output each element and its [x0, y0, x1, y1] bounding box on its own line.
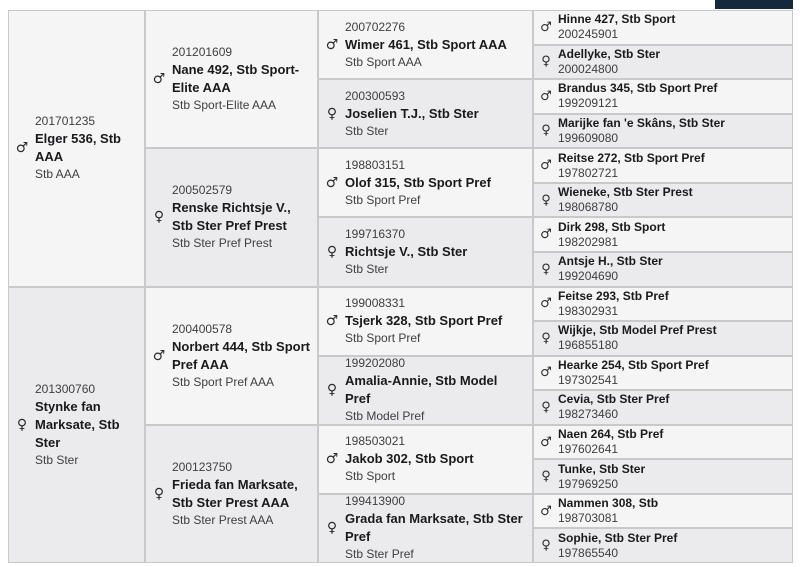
pedigree-cell[interactable] — [534, 11, 792, 44]
female-icon: ♀ — [326, 243, 338, 260]
pedigree-cell[interactable] — [319, 149, 532, 216]
horse-name: Norbert 444, Stb Sport Pref AAA — [172, 338, 310, 372]
female-icon: ♀ — [541, 538, 551, 554]
predicate: Stb AAA — [35, 167, 80, 182]
predicate: Stb Sport Pref AAA — [172, 374, 275, 389]
registration-number: 199413900 — [345, 494, 406, 509]
horse-info — [558, 392, 792, 422]
predicate: Stb Sport-Elite AAA — [172, 98, 277, 113]
female-icon: ♀ — [541, 330, 551, 346]
registration-number: 196855180 — [558, 338, 619, 353]
horse-name: Elger 536, Stb AAA — [35, 131, 121, 165]
horse-info — [172, 44, 317, 114]
registration-number: 200400578 — [172, 321, 233, 336]
pedigree-cell[interactable] — [534, 529, 792, 562]
registration-number: 199008331 — [345, 296, 406, 311]
registration-number: 200702276 — [345, 19, 406, 34]
horse-name: Wimer 461, Stb Sport AAA — [345, 36, 507, 52]
horse-name: Naen 264, Stb Pref — [558, 427, 664, 442]
horse-name: Amalia-Annie, Stb Model Pref — [345, 373, 498, 407]
female-icon: ♀ — [16, 416, 28, 433]
pedigree-cell[interactable] — [534, 184, 792, 217]
horse-name: Wieneke, Stb Ster Prest — [558, 185, 693, 200]
predicate: Stb Ster — [345, 261, 389, 276]
horse-info — [558, 12, 792, 42]
pedigree-table — [8, 10, 793, 563]
male-icon: ♂ — [152, 347, 166, 364]
predicate: Stb Model Pref — [345, 409, 425, 424]
registration-number: 198503021 — [345, 434, 406, 449]
horse-name: Hearke 254, Stb Sport Pref — [558, 357, 709, 372]
pedigree-cell[interactable] — [534, 460, 792, 493]
female-icon: ♀ — [541, 399, 551, 415]
horse-info — [345, 226, 532, 278]
pedigree-cell[interactable] — [319, 288, 532, 355]
horse-info — [558, 81, 792, 111]
registration-number: 198273460 — [558, 407, 619, 422]
pedigree-cell[interactable] — [534, 357, 792, 390]
horse-info — [558, 427, 792, 457]
female-icon: ♀ — [153, 485, 165, 502]
horse-info — [558, 496, 792, 526]
registration-number: 201201609 — [172, 45, 233, 60]
male-icon: ♂ — [325, 36, 339, 53]
horse-info — [558, 289, 792, 319]
male-icon: ♂ — [540, 19, 552, 35]
male-icon: ♂ — [325, 313, 339, 330]
registration-number: 197802721 — [558, 165, 619, 180]
predicate: Stb Ster Pref Prest — [172, 236, 273, 251]
registration-number: 197969250 — [558, 476, 619, 491]
horse-name: Grada fan Marksate, Stb Ster Pref — [345, 511, 523, 545]
registration-number: 200245901 — [558, 27, 619, 42]
registration-number: 198803151 — [345, 157, 406, 172]
registration-number: 199202080 — [345, 356, 406, 371]
horse-name: Frieda fan Marksate, Stb Ster Prest AAA — [172, 476, 298, 510]
horse-name: Olof 315, Stb Sport Pref — [345, 174, 491, 190]
female-icon: ♀ — [326, 105, 338, 122]
male-icon: ♂ — [540, 365, 552, 381]
horse-info — [345, 295, 532, 347]
horse-info — [172, 459, 317, 529]
pedigree-cell[interactable] — [146, 149, 317, 285]
horse-name: Wijkje, Stb Model Pref Prest — [558, 323, 717, 338]
horse-info — [345, 357, 532, 424]
male-icon: ♂ — [540, 503, 552, 519]
horse-name: Feitse 293, Stb Pref — [558, 288, 669, 303]
pedigree-cell[interactable] — [146, 426, 317, 562]
pedigree-cell[interactable] — [534, 149, 792, 182]
horse-info — [558, 531, 792, 561]
registration-number: 199209121 — [558, 96, 619, 111]
horse-info — [345, 433, 532, 485]
female-icon: ♀ — [541, 123, 551, 139]
horse-name: Sophie, Stb Ster Pref — [558, 530, 678, 545]
pedigree-cell[interactable] — [534, 495, 792, 528]
horse-name: Tsjerk 328, Stb Sport Pref — [345, 313, 503, 329]
horse-name: Richtsje V., Stb Ster — [345, 243, 468, 259]
horse-name: Nammen 308, Stb — [558, 496, 659, 511]
horse-info — [558, 151, 792, 181]
pedigree-cell[interactable] — [534, 46, 792, 79]
partial-button-top-right[interactable] — [715, 0, 793, 9]
registration-number: 197865540 — [558, 545, 619, 560]
registration-number: 198302931 — [558, 303, 619, 318]
registration-number: 197602641 — [558, 442, 619, 457]
horse-info — [558, 462, 792, 492]
registration-number: 201300760 — [35, 381, 96, 396]
female-icon: ♀ — [541, 261, 551, 277]
registration-number: 200300593 — [345, 88, 406, 103]
horse-name: Hinne 427, Stb Sport — [558, 12, 676, 27]
female-icon: ♀ — [541, 469, 551, 485]
pedigree-cell-dam[interactable] — [9, 288, 144, 563]
male-icon: ♂ — [540, 227, 552, 243]
pedigree-cell[interactable] — [319, 11, 532, 78]
horse-name: Tunke, Stb Ster — [558, 461, 646, 476]
horse-info — [558, 47, 792, 77]
pedigree-cell[interactable] — [319, 80, 532, 147]
horse-name: Jakob 302, Stb Sport — [345, 451, 474, 467]
male-icon: ♂ — [15, 140, 29, 157]
horse-info — [558, 358, 792, 388]
registration-number: 199716370 — [345, 226, 406, 241]
female-icon: ♀ — [541, 192, 551, 208]
horse-info — [558, 116, 792, 146]
predicate: Stb Ster Prest AAA — [172, 512, 274, 527]
male-icon: ♂ — [540, 158, 552, 174]
horse-info — [345, 495, 532, 562]
horse-info — [345, 88, 532, 140]
pedigree-cell[interactable] — [534, 218, 792, 251]
pedigree-cell[interactable] — [534, 426, 792, 459]
pedigree-cell[interactable] — [534, 288, 792, 321]
horse-info — [558, 254, 792, 284]
horse-name: Reitse 272, Stb Sport Pref — [558, 150, 705, 165]
male-icon: ♂ — [325, 174, 339, 191]
registration-number: 198068780 — [558, 200, 619, 215]
registration-number: 198703081 — [558, 511, 619, 526]
male-icon: ♂ — [540, 296, 552, 312]
horse-name: Stynke fan Marksate, Stb Ster — [35, 398, 120, 450]
horse-name: Joselien T.J., Stb Ster — [345, 105, 479, 121]
registration-number: 201701235 — [35, 114, 96, 129]
horse-info — [172, 321, 317, 391]
pedigree-cell[interactable] — [534, 322, 792, 355]
predicate: Stb Sport — [345, 469, 396, 484]
registration-number: 198202981 — [558, 234, 619, 249]
predicate: Stb Ster Pref — [345, 547, 414, 562]
horse-info — [345, 19, 532, 71]
male-icon: ♂ — [540, 434, 552, 450]
pedigree-cell[interactable] — [319, 357, 532, 424]
female-icon: ♀ — [326, 382, 338, 399]
registration-number: 199204690 — [558, 269, 619, 284]
registration-number: 200502579 — [172, 183, 233, 198]
predicate: Stb Sport Pref — [345, 192, 421, 207]
female-icon: ♀ — [326, 520, 338, 537]
horse-info — [35, 113, 144, 183]
horse-info — [558, 220, 792, 250]
pedigree-cell[interactable] — [319, 495, 532, 562]
pedigree-cell[interactable] — [146, 11, 317, 147]
registration-number: 200123750 — [172, 459, 233, 474]
registration-number: 199609080 — [558, 130, 619, 145]
horse-name: Cevia, Stb Ster Pref — [558, 392, 670, 407]
horse-name: Adellyke, Stb Ster — [558, 46, 661, 61]
predicate: Stb Sport AAA — [345, 54, 422, 69]
horse-info — [172, 182, 317, 252]
female-icon: ♀ — [541, 54, 551, 70]
registration-number: 200024800 — [558, 61, 619, 76]
registration-number: 197302541 — [558, 372, 619, 387]
pedigree-cell[interactable] — [534, 391, 792, 424]
horse-name: Dirk 298, Stb Sport — [558, 219, 666, 234]
horse-name: Nane 492, Stb Sport-Elite AAA — [172, 62, 300, 96]
pedigree-cell[interactable] — [534, 253, 792, 286]
horse-info — [558, 323, 792, 353]
female-icon: ♀ — [153, 209, 165, 226]
horse-info — [558, 185, 792, 215]
pedigree-cell[interactable] — [534, 80, 792, 113]
pedigree-cell[interactable] — [146, 288, 317, 424]
pedigree-cell-sire[interactable] — [9, 11, 144, 286]
horse-name: Antsje H., Stb Ster — [558, 254, 663, 269]
predicate: Stb Sport Pref — [345, 331, 421, 346]
male-icon: ♂ — [325, 451, 339, 468]
predicate: Stb Ster — [345, 123, 389, 138]
horse-name: Renske Richtsje V., Stb Ster Pref Prest — [172, 200, 291, 234]
pedigree-cell[interactable] — [319, 426, 532, 493]
horse-name: Marijke fan 'e Skâns, Stb Ster — [558, 115, 725, 130]
horse-name: Brandus 345, Stb Sport Pref — [558, 81, 718, 96]
pedigree-cell[interactable] — [534, 115, 792, 148]
pedigree-cell[interactable] — [319, 218, 532, 285]
male-icon: ♂ — [540, 88, 552, 104]
male-icon: ♂ — [152, 71, 166, 88]
horse-info — [345, 157, 532, 209]
predicate: Stb Ster — [35, 452, 79, 467]
horse-info — [35, 381, 144, 469]
